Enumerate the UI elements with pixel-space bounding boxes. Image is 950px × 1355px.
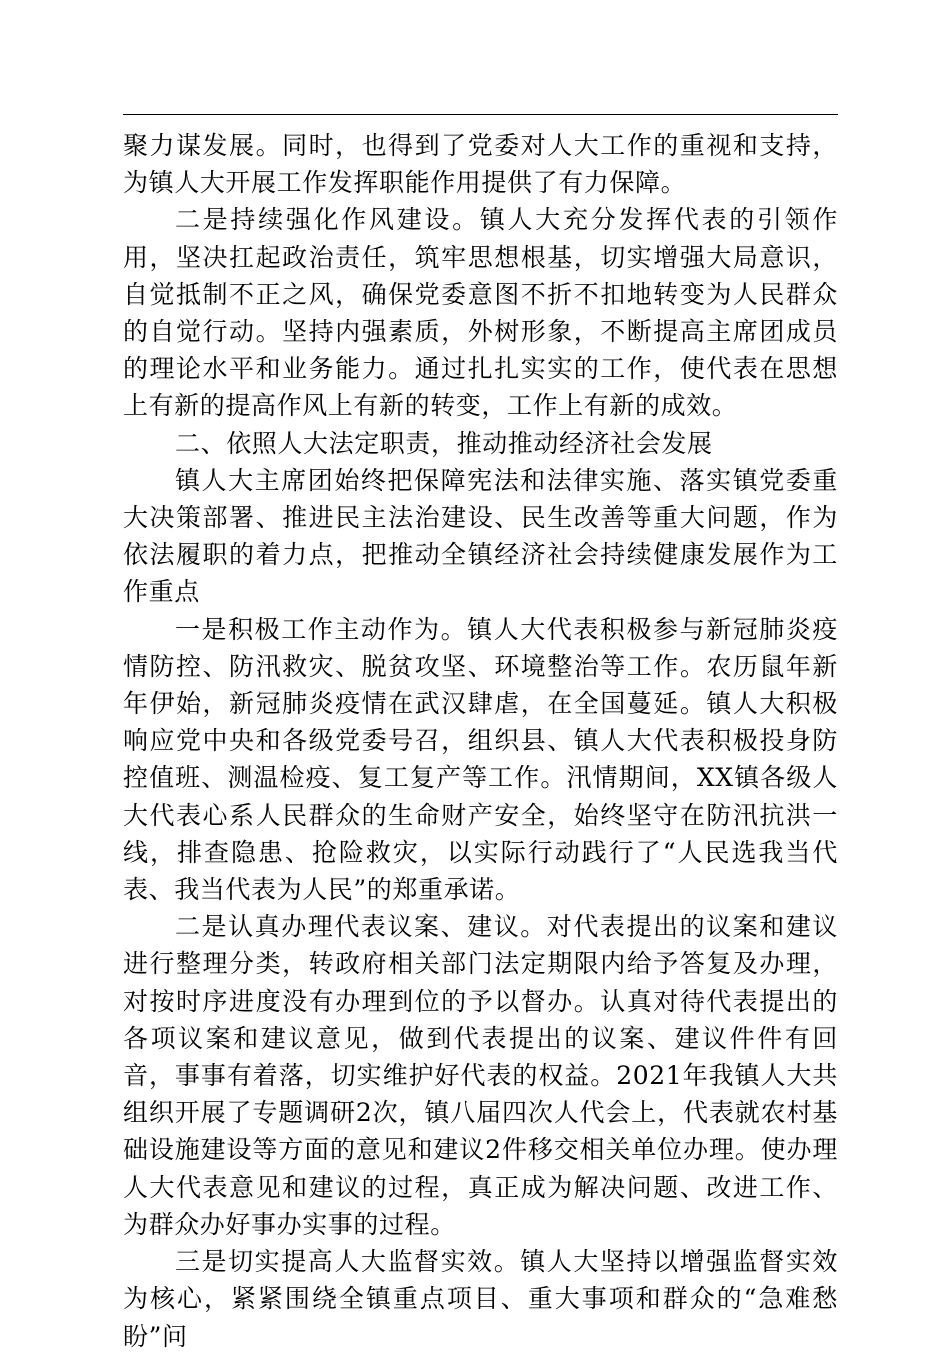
paragraph-proposals: 二是认真办理代表议案、建议。对代表提出的议案和建议进行整理分类，转政府相关部门法定期限内给予答复及办理，对按时序进度没有办理到位的予以督办。认真对待代表提出的各项议案和建议意见，做到代表提出的议案、建议件件有回音，事事有着落，切实维护好代表的权益。2021年我镇人大共组织开展了专题调研2次，镇八届四次人代会上，代表就农村基础设施建设等方面的意见和建议2件移交相关单位办理。使办理人大代表意见和建议的过程，真正成为解决问题、改进工作、为群众办好事办实事的过程。 [123, 912, 838, 1239]
paragraph-active-work: 一是积极工作主动作为。镇人大代表积极参与新冠肺炎疫情防控、防汛救灾、脱贫攻坚、环境整治等工作。农历鼠年新年伊始，新冠肺炎疫情在武汉肆虐，在全国蔓延。镇人大积极响应党中央和各级党委号召，组织县、镇人大代表积极投身防控值班、测温检疫、复工复产等工作。汛情期间，XX镇各级人大代表心系人民群众的生命财产安全，始终坚守在防汛抗洪一线，排查隐患、抢险救灾，以实际行动践行了“人民选我当代表、我当代表为人民”的郑重承诺。 [123, 614, 838, 905]
document-body [123, 127, 838, 1355]
paragraph-style-building: 二是持续强化作风建设。镇人大充分发挥代表的引领作用，坚决扛起政治责任，筑牢思想根基，切实增强大局意识，自觉抵制不正之风，确保党委意图不折不扣地转变为人民群众的自觉行动。坚持内强素质，外树形象，不断提高主席团成员的理论水平和业务能力。通过扎扎实实的工作，使代表在思想上有新的提高作风上有新的转变，工作上有新的成效。 [123, 205, 838, 421]
section-heading: 二、依照人大法定职责，推动推动经济社会发展 [175, 428, 713, 458]
paragraph-continuation: 聚力谋发展。同时，也得到了党委对人大工作的重视和支持，为镇人大开展工作发挥职能作用提供了有力保障。 [123, 131, 838, 198]
paragraph-presidium: 镇人大主席团始终把保障宪法和法律实施、落实镇党委重大决策部署、推进民主法治建设、民生改善等重大问题，作为依法履职的着力点，把推动全镇经济社会持续健康发展作为工作重点 [123, 465, 838, 607]
paragraph-supervision: 三是切实提高人大监督实效。镇人大坚持以增强监督实效为核心，紧紧围绕全镇重点项目、重大事项和群众的“急难愁盼”问 [123, 1247, 838, 1351]
header-rule [123, 114, 838, 115]
